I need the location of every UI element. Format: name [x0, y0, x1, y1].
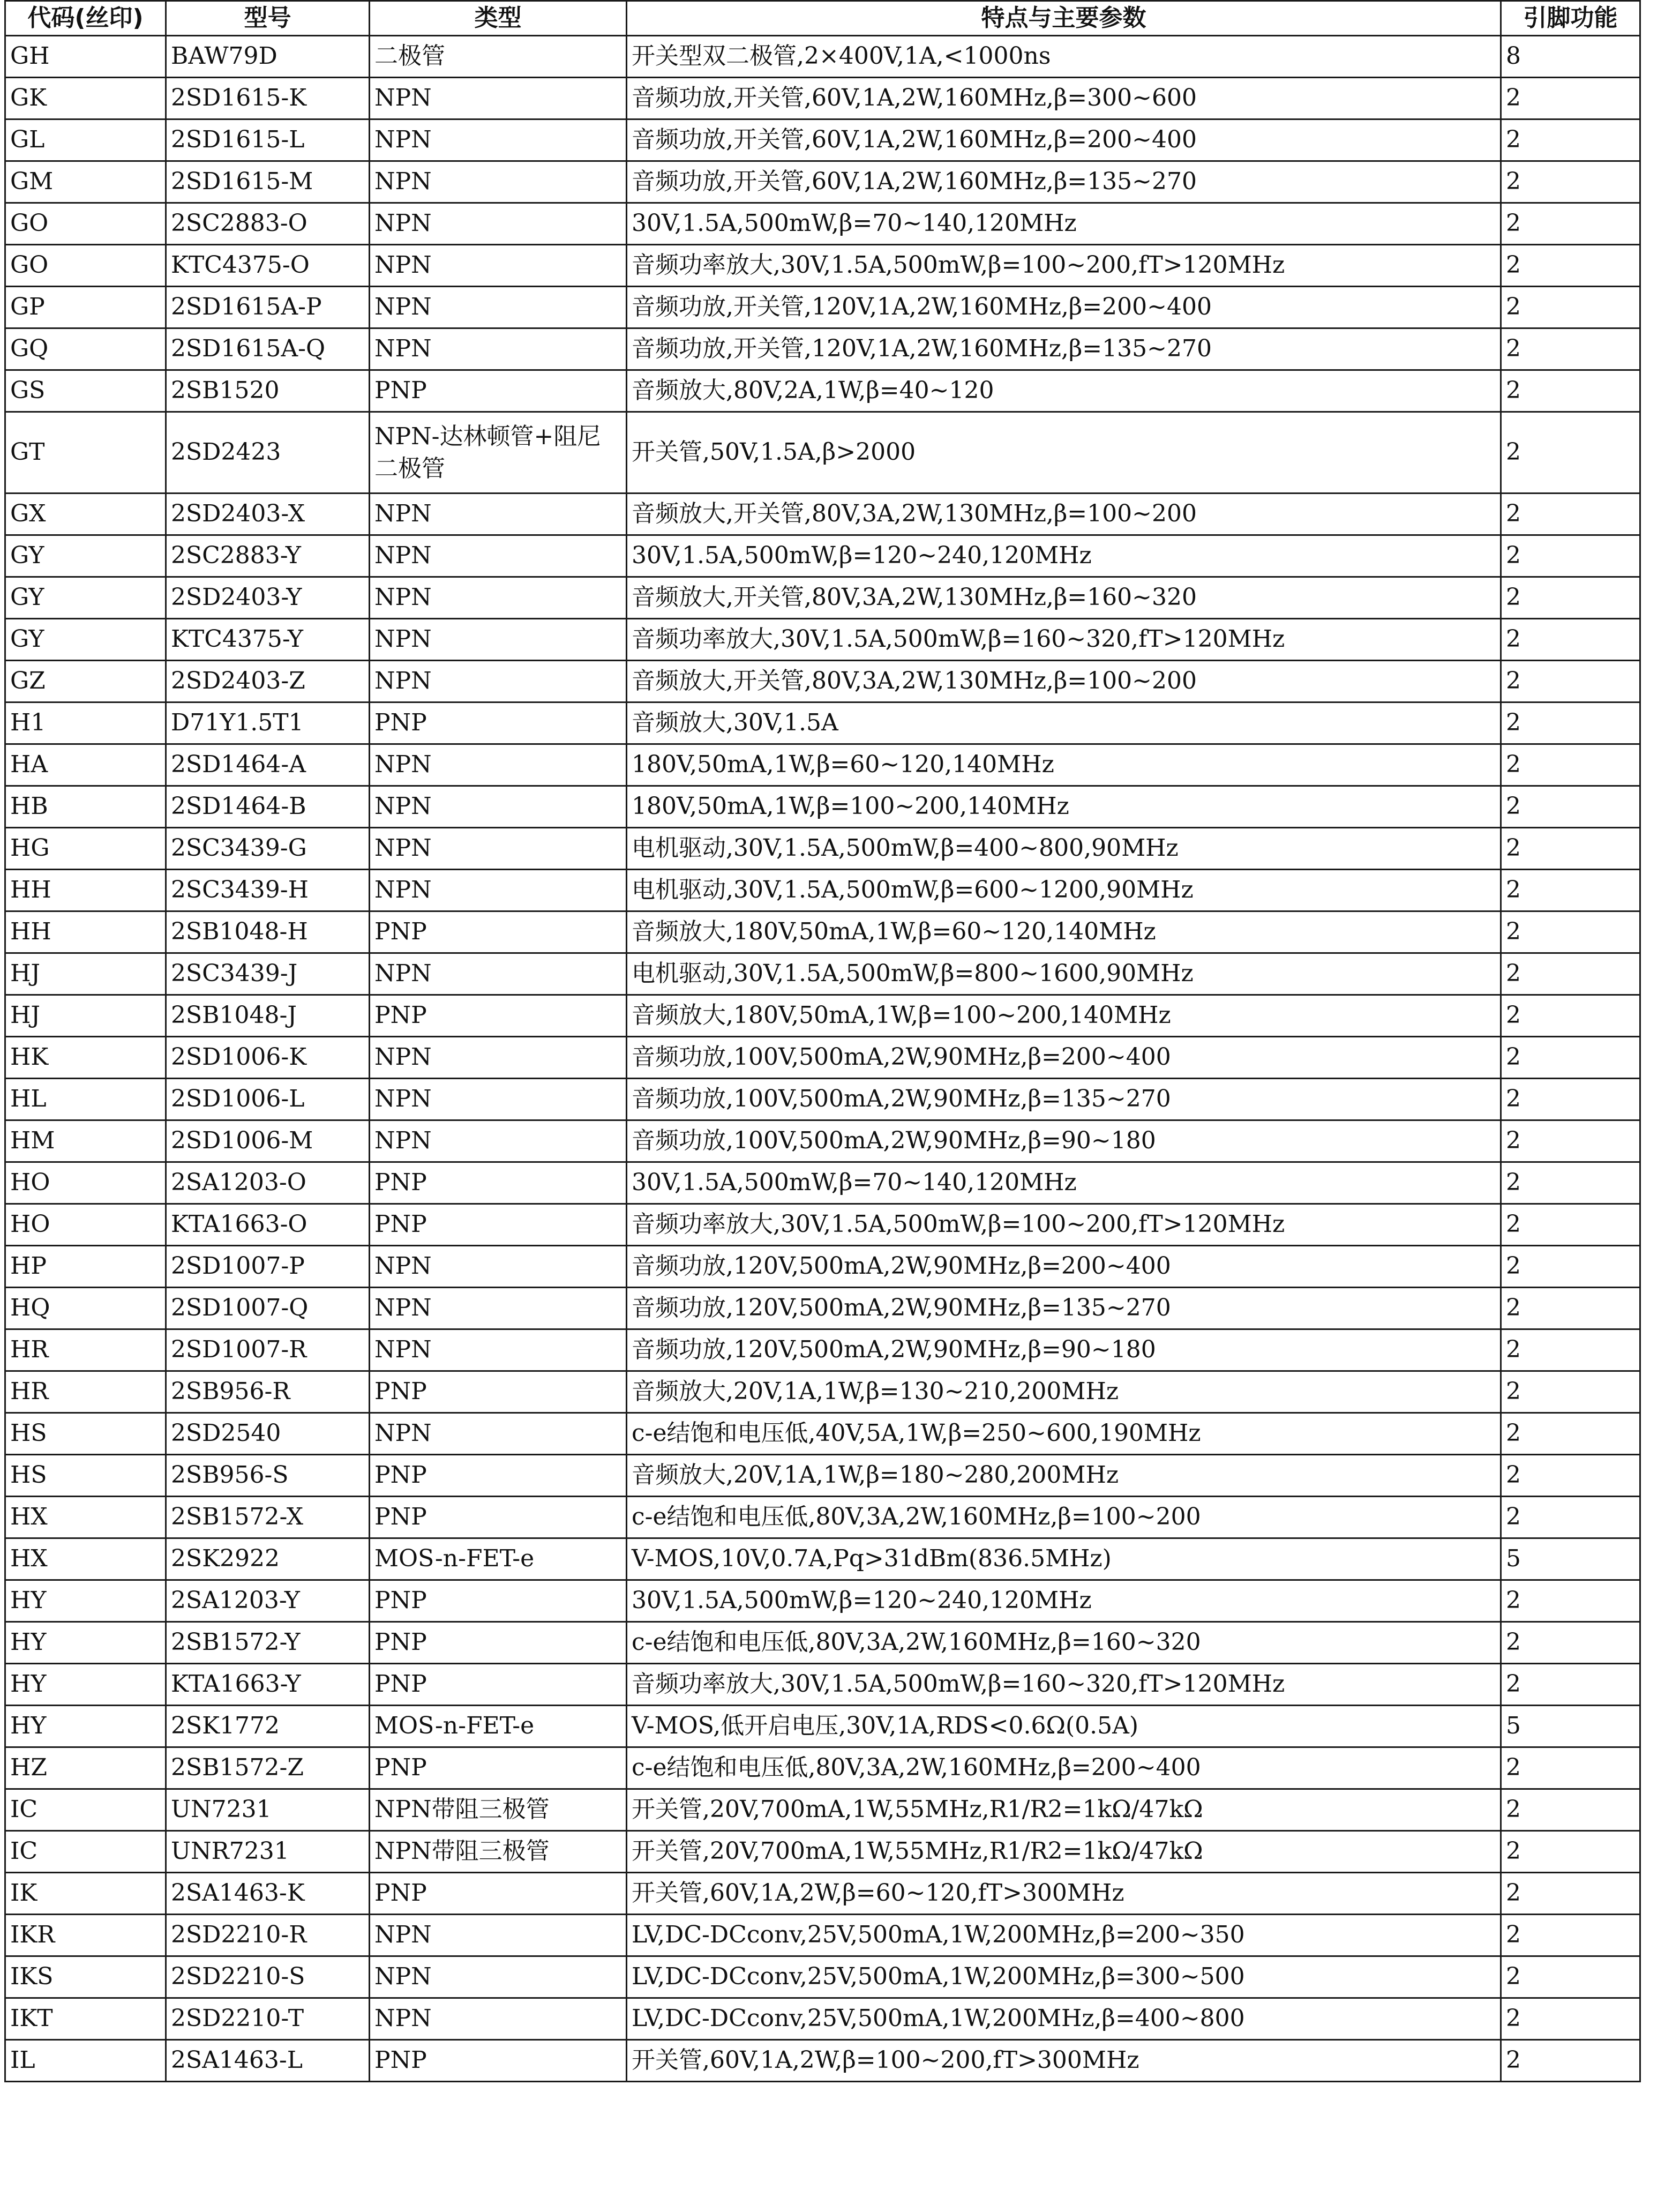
- table-row: [5, 1371, 1640, 1413]
- cell-type: NPN: [370, 953, 627, 995]
- cell-model: 2SD2210-T: [166, 1998, 370, 2040]
- cell-model: BAW79D: [166, 36, 370, 78]
- cell-pin-function: 2: [1501, 1789, 1640, 1831]
- cell-type: NPN: [370, 287, 627, 328]
- cell-code: GQ: [5, 328, 166, 370]
- cell-type: PNP: [370, 1204, 627, 1246]
- cell-model: 2SD1006-L: [166, 1079, 370, 1120]
- cell-pin-function: 2: [1501, 328, 1640, 370]
- cell-code: GH: [5, 36, 166, 78]
- cell-code: HY: [5, 1580, 166, 1622]
- table-row: [5, 161, 1640, 203]
- table-row: [5, 1538, 1640, 1580]
- cell-code: GT: [5, 412, 166, 494]
- table-row: [5, 287, 1640, 328]
- cell-pin-function: 2: [1501, 995, 1640, 1037]
- table-row: [5, 1956, 1640, 1998]
- table-row: [5, 328, 1640, 370]
- cell-type: PNP: [370, 1664, 627, 1706]
- cell-model: 2SB1572-Y: [166, 1622, 370, 1664]
- cell-pin-function: 5: [1501, 1538, 1640, 1580]
- cell-code: HK: [5, 1037, 166, 1079]
- cell-model: 2SB1572-X: [166, 1497, 370, 1538]
- cell-type: 二极管: [370, 36, 627, 78]
- cell-code: HY: [5, 1622, 166, 1664]
- cell-code: HP: [5, 1246, 166, 1288]
- cell-pin-function: 2: [1501, 744, 1640, 786]
- cell-model: D71Y1.5T1: [166, 703, 370, 744]
- cell-type: PNP: [370, 911, 627, 953]
- table-row: [5, 1037, 1640, 1079]
- table-row: [5, 1120, 1640, 1162]
- table-row: [5, 744, 1640, 786]
- cell-params: 180V,50mA,1W,β=60~120,140MHz: [627, 744, 1501, 786]
- cell-code: HY: [5, 1706, 166, 1747]
- cell-code: HH: [5, 911, 166, 953]
- cell-params: 音频放大,开关管,80V,3A,2W,130MHz,β=100~200: [627, 494, 1501, 535]
- cell-code: GZ: [5, 661, 166, 703]
- cell-params: 音频放大,20V,1A,1W,β=180~280,200MHz: [627, 1455, 1501, 1497]
- cell-type: PNP: [370, 1873, 627, 1915]
- cell-code: GM: [5, 161, 166, 203]
- cell-model: 2SC3439-H: [166, 870, 370, 911]
- cell-type: PNP: [370, 1622, 627, 1664]
- cell-type: NPN带阻三极管: [370, 1831, 627, 1873]
- cell-type: PNP: [370, 1497, 627, 1538]
- table-row: [5, 1873, 1640, 1915]
- cell-code: IK: [5, 1873, 166, 1915]
- cell-params: 音频功放,120V,500mA,2W,90MHz,β=200~400: [627, 1246, 1501, 1288]
- cell-pin-function: 2: [1501, 828, 1640, 870]
- cell-pin-function: 2: [1501, 1037, 1640, 1079]
- table-row: [5, 78, 1640, 119]
- cell-params: 音频功放,开关管,60V,1A,2W,160MHz,β=300~600: [627, 78, 1501, 119]
- cell-code: GO: [5, 245, 166, 287]
- table-row: [5, 577, 1640, 619]
- cell-pin-function: 2: [1501, 203, 1640, 245]
- cell-code: GK: [5, 78, 166, 119]
- cell-params: 音频功放,120V,500mA,2W,90MHz,β=135~270: [627, 1288, 1501, 1329]
- cell-pin-function: 2: [1501, 661, 1640, 703]
- cell-code: IKR: [5, 1915, 166, 1956]
- cell-type: PNP: [370, 1747, 627, 1789]
- cell-model: 2SC2883-Y: [166, 535, 370, 577]
- cell-params: c-e结饱和电压低,40V,5A,1W,β=250~600,190MHz: [627, 1413, 1501, 1455]
- cell-code: GX: [5, 494, 166, 535]
- cell-type: NPN: [370, 1120, 627, 1162]
- cell-code: IC: [5, 1789, 166, 1831]
- cell-params: 开关管,20V,700mA,1W,55MHz,R1/R2=1kΩ/47kΩ: [627, 1789, 1501, 1831]
- component-code-table: [4, 0, 1641, 2082]
- cell-type: NPN: [370, 1915, 627, 1956]
- cell-params: 30V,1.5A,500mW,β=120~240,120MHz: [627, 535, 1501, 577]
- cell-pin-function: 2: [1501, 370, 1640, 412]
- cell-pin-function: 2: [1501, 911, 1640, 953]
- cell-pin-function: 2: [1501, 1329, 1640, 1371]
- table-row: [5, 661, 1640, 703]
- cell-pin-function: 2: [1501, 577, 1640, 619]
- cell-model: 2SD2403-Z: [166, 661, 370, 703]
- cell-params: 音频放大,开关管,80V,3A,2W,130MHz,β=100~200: [627, 661, 1501, 703]
- cell-model: KTC4375-O: [166, 245, 370, 287]
- cell-code: GP: [5, 287, 166, 328]
- table-row: [5, 1831, 1640, 1873]
- table-row: [5, 1288, 1640, 1329]
- cell-model: 2SC2883-O: [166, 203, 370, 245]
- table-row: [5, 1580, 1640, 1622]
- cell-type: MOS-n-FET-e: [370, 1538, 627, 1580]
- table-row: [5, 119, 1640, 161]
- cell-pin-function: 2: [1501, 1162, 1640, 1204]
- cell-code: HH: [5, 870, 166, 911]
- cell-params: 开关管,20V,700mA,1W,55MHz,R1/R2=1kΩ/47kΩ: [627, 1831, 1501, 1873]
- cell-params: c-e结饱和电压低,80V,3A,2W,160MHz,β=100~200: [627, 1497, 1501, 1538]
- cell-code: HA: [5, 744, 166, 786]
- cell-params: 电机驱动,30V,1.5A,500mW,β=600~1200,90MHz: [627, 870, 1501, 911]
- cell-type: MOS-n-FET-e: [370, 1706, 627, 1747]
- cell-pin-function: 2: [1501, 619, 1640, 661]
- cell-params: 30V,1.5A,500mW,β=70~140,120MHz: [627, 1162, 1501, 1204]
- cell-code: HS: [5, 1455, 166, 1497]
- table-row: [5, 1162, 1640, 1204]
- cell-type: PNP: [370, 1371, 627, 1413]
- cell-pin-function: 2: [1501, 1747, 1640, 1789]
- cell-model: KTC4375-Y: [166, 619, 370, 661]
- cell-model: 2SC3439-J: [166, 953, 370, 995]
- table-row: [5, 535, 1640, 577]
- cell-type: NPN: [370, 744, 627, 786]
- cell-pin-function: 2: [1501, 1497, 1640, 1538]
- cell-pin-function: 2: [1501, 953, 1640, 995]
- cell-params: 开关型双二极管,2×400V,1A,<1000ns: [627, 36, 1501, 78]
- table-row: [5, 1664, 1640, 1706]
- cell-type: PNP: [370, 2040, 627, 2082]
- cell-pin-function: 2: [1501, 1413, 1640, 1455]
- cell-model: 2SD1007-P: [166, 1246, 370, 1288]
- cell-type: NPN: [370, 494, 627, 535]
- table-row: [5, 786, 1640, 828]
- table-row: [5, 1455, 1640, 1497]
- cell-type: NPN: [370, 1329, 627, 1371]
- cell-pin-function: 2: [1501, 786, 1640, 828]
- cell-pin-function: 2: [1501, 1622, 1640, 1664]
- table-row: [5, 203, 1640, 245]
- cell-type: PNP: [370, 1455, 627, 1497]
- cell-code: HR: [5, 1371, 166, 1413]
- cell-pin-function: 2: [1501, 1288, 1640, 1329]
- cell-params: V-MOS,10V,0.7A,Pq>31dBm(836.5MHz): [627, 1538, 1501, 1580]
- cell-pin-function: 2: [1501, 412, 1640, 494]
- cell-pin-function: 2: [1501, 1831, 1640, 1873]
- table-row: [5, 494, 1640, 535]
- cell-type: NPN: [370, 328, 627, 370]
- cell-model: UNR7231: [166, 1831, 370, 1873]
- table-row: [5, 1706, 1640, 1747]
- cell-pin-function: 2: [1501, 245, 1640, 287]
- table-row: [5, 1246, 1640, 1288]
- cell-params: 180V,50mA,1W,β=100~200,140MHz: [627, 786, 1501, 828]
- cell-type: NPN: [370, 828, 627, 870]
- header-pin-function: 引脚功能: [1501, 1, 1640, 36]
- cell-pin-function: 2: [1501, 1956, 1640, 1998]
- cell-model: 2SD1615A-Q: [166, 328, 370, 370]
- cell-params: 开关管,60V,1A,2W,β=60~120,fT>300MHz: [627, 1873, 1501, 1915]
- table-row: [5, 1622, 1640, 1664]
- cell-type: PNP: [370, 995, 627, 1037]
- cell-model: 2SA1203-O: [166, 1162, 370, 1204]
- cell-code: HJ: [5, 995, 166, 1037]
- cell-code: IKS: [5, 1956, 166, 1998]
- cell-model: 2SB956-R: [166, 1371, 370, 1413]
- cell-type: NPN: [370, 535, 627, 577]
- cell-model: 2SB1572-Z: [166, 1747, 370, 1789]
- table-row: [5, 1915, 1640, 1956]
- cell-params: 音频放大,80V,2A,1W,β=40~120: [627, 370, 1501, 412]
- table-row: [5, 703, 1640, 744]
- cell-params: 30V,1.5A,500mW,β=120~240,120MHz: [627, 1580, 1501, 1622]
- cell-model: 2SD1615-M: [166, 161, 370, 203]
- table-row: [5, 370, 1640, 412]
- cell-params: 音频功放,120V,500mA,2W,90MHz,β=90~180: [627, 1329, 1501, 1371]
- table-row: [5, 911, 1640, 953]
- cell-params: LV,DC-DCconv,25V,500mA,1W,200MHz,β=400~800: [627, 1998, 1501, 2040]
- cell-code: HR: [5, 1329, 166, 1371]
- cell-code: GL: [5, 119, 166, 161]
- cell-params: 音频放大,30V,1.5A: [627, 703, 1501, 744]
- cell-pin-function: 2: [1501, 703, 1640, 744]
- cell-pin-function: 2: [1501, 161, 1640, 203]
- cell-model: 2SB956-S: [166, 1455, 370, 1497]
- cell-pin-function: 2: [1501, 1873, 1640, 1915]
- cell-params: 音频功率放大,30V,1.5A,500mW,β=100~200,fT>120MHz: [627, 1204, 1501, 1246]
- cell-type: NPN: [370, 1037, 627, 1079]
- cell-pin-function: 2: [1501, 1915, 1640, 1956]
- cell-code: HO: [5, 1204, 166, 1246]
- cell-model: 2SK1772: [166, 1706, 370, 1747]
- cell-type: NPN: [370, 1413, 627, 1455]
- cell-pin-function: 8: [1501, 36, 1640, 78]
- cell-type: NPN: [370, 1079, 627, 1120]
- cell-pin-function: 2: [1501, 287, 1640, 328]
- cell-pin-function: 2: [1501, 78, 1640, 119]
- table-row: [5, 1789, 1640, 1831]
- cell-pin-function: 2: [1501, 1120, 1640, 1162]
- cell-model: 2SD2423: [166, 412, 370, 494]
- cell-model: 2SD2210-S: [166, 1956, 370, 1998]
- cell-type: PNP: [370, 1162, 627, 1204]
- cell-code: HJ: [5, 953, 166, 995]
- cell-code: HS: [5, 1413, 166, 1455]
- cell-type: NPN: [370, 1956, 627, 1998]
- table-row: [5, 2040, 1640, 2082]
- cell-params: c-e结饱和电压低,80V,3A,2W,160MHz,β=160~320: [627, 1622, 1501, 1664]
- cell-params: LV,DC-DCconv,25V,500mA,1W,200MHz,β=200~350: [627, 1915, 1501, 1956]
- cell-code: HB: [5, 786, 166, 828]
- cell-model: 2SD2540: [166, 1413, 370, 1455]
- cell-type: NPN-达林顿管+阻尼二极管: [370, 412, 627, 494]
- cell-model: 2SC3439-G: [166, 828, 370, 870]
- cell-pin-function: 5: [1501, 1706, 1640, 1747]
- cell-type: NPN带阻三极管: [370, 1789, 627, 1831]
- cell-pin-function: 2: [1501, 1998, 1640, 2040]
- cell-pin-function: 2: [1501, 1455, 1640, 1497]
- cell-type: NPN: [370, 619, 627, 661]
- cell-params: 开关管,50V,1.5A,β>2000: [627, 412, 1501, 494]
- cell-model: 2SD1464-A: [166, 744, 370, 786]
- cell-model: 2SA1463-K: [166, 1873, 370, 1915]
- cell-params: c-e结饱和电压低,80V,3A,2W,160MHz,β=200~400: [627, 1747, 1501, 1789]
- cell-type: NPN: [370, 1998, 627, 2040]
- cell-code: H1: [5, 703, 166, 744]
- cell-params: 音频放大,180V,50mA,1W,β=60~120,140MHz: [627, 911, 1501, 953]
- cell-code: GS: [5, 370, 166, 412]
- cell-code: IC: [5, 1831, 166, 1873]
- cell-model: 2SB1048-J: [166, 995, 370, 1037]
- cell-pin-function: 2: [1501, 1204, 1640, 1246]
- cell-type: NPN: [370, 1288, 627, 1329]
- cell-model: 2SD2210-R: [166, 1915, 370, 1956]
- cell-pin-function: 2: [1501, 1371, 1640, 1413]
- cell-type: NPN: [370, 870, 627, 911]
- cell-code: IKT: [5, 1998, 166, 2040]
- cell-code: HX: [5, 1497, 166, 1538]
- cell-model: 2SD2403-X: [166, 494, 370, 535]
- cell-model: 2SA1463-L: [166, 2040, 370, 2082]
- cell-type: NPN: [370, 661, 627, 703]
- table-row: [5, 619, 1640, 661]
- cell-pin-function: 2: [1501, 870, 1640, 911]
- cell-model: 2SB1048-H: [166, 911, 370, 953]
- cell-type: NPN: [370, 786, 627, 828]
- cell-model: 2SD1007-Q: [166, 1288, 370, 1329]
- cell-params: 开关管,60V,1A,2W,β=100~200,fT>300MHz: [627, 2040, 1501, 2082]
- table-row: [5, 953, 1640, 995]
- cell-pin-function: 2: [1501, 1664, 1640, 1706]
- table-row: [5, 1998, 1640, 2040]
- cell-code: GO: [5, 203, 166, 245]
- header-model: 型号: [166, 1, 370, 36]
- cell-code: HL: [5, 1079, 166, 1120]
- cell-model: 2SD1464-B: [166, 786, 370, 828]
- cell-params: 音频功放,开关管,120V,1A,2W,160MHz,β=200~400: [627, 287, 1501, 328]
- cell-code: GY: [5, 577, 166, 619]
- cell-code: HG: [5, 828, 166, 870]
- cell-type: NPN: [370, 577, 627, 619]
- cell-type: NPN: [370, 245, 627, 287]
- header-code: 代码(丝印): [5, 1, 166, 36]
- cell-pin-function: 2: [1501, 119, 1640, 161]
- cell-code: IL: [5, 2040, 166, 2082]
- cell-model: 2SD2403-Y: [166, 577, 370, 619]
- cell-params: 音频放大,20V,1A,1W,β=130~210,200MHz: [627, 1371, 1501, 1413]
- cell-pin-function: 2: [1501, 494, 1640, 535]
- header-params: 特点与主要参数: [627, 1, 1501, 36]
- cell-model: 2SA1203-Y: [166, 1580, 370, 1622]
- cell-params: 音频功率放大,30V,1.5A,500mW,β=160~320,fT>120MHz: [627, 1664, 1501, 1706]
- cell-type: PNP: [370, 1580, 627, 1622]
- cell-model: 2SD1007-R: [166, 1329, 370, 1371]
- cell-params: 电机驱动,30V,1.5A,500mW,β=400~800,90MHz: [627, 828, 1501, 870]
- cell-model: UN7231: [166, 1789, 370, 1831]
- cell-params: 音频功放,100V,500mA,2W,90MHz,β=135~270: [627, 1079, 1501, 1120]
- table-row: [5, 1204, 1640, 1246]
- cell-model: 2SK2922: [166, 1538, 370, 1580]
- cell-code: GY: [5, 535, 166, 577]
- header-type: 类型: [370, 1, 627, 36]
- cell-params: 音频功放,开关管,120V,1A,2W,160MHz,β=135~270: [627, 328, 1501, 370]
- table-row: [5, 1079, 1640, 1120]
- table-row: [5, 412, 1640, 494]
- cell-params: 音频功放,开关管,60V,1A,2W,160MHz,β=135~270: [627, 161, 1501, 203]
- cell-model: 2SD1006-M: [166, 1120, 370, 1162]
- cell-model: 2SD1615-K: [166, 78, 370, 119]
- cell-params: V-MOS,低开启电压,30V,1A,RDS<0.6Ω(0.5A): [627, 1706, 1501, 1747]
- cell-type: NPN: [370, 1246, 627, 1288]
- table-row: [5, 870, 1640, 911]
- cell-code: HX: [5, 1538, 166, 1580]
- cell-params: 30V,1.5A,500mW,β=70~140,120MHz: [627, 203, 1501, 245]
- cell-params: 音频放大,开关管,80V,3A,2W,130MHz,β=160~320: [627, 577, 1501, 619]
- cell-params: 音频功率放大,30V,1.5A,500mW,β=160~320,fT>120MHz: [627, 619, 1501, 661]
- table-row: [5, 995, 1640, 1037]
- cell-code: HY: [5, 1664, 166, 1706]
- cell-model: KTA1663-Y: [166, 1664, 370, 1706]
- cell-type: NPN: [370, 119, 627, 161]
- cell-code: HZ: [5, 1747, 166, 1789]
- table-row: [5, 1413, 1640, 1455]
- cell-type: PNP: [370, 703, 627, 744]
- cell-params: 音频功放,100V,500mA,2W,90MHz,β=200~400: [627, 1037, 1501, 1079]
- table-row: [5, 245, 1640, 287]
- cell-params: 电机驱动,30V,1.5A,500mW,β=800~1600,90MHz: [627, 953, 1501, 995]
- table-row: [5, 828, 1640, 870]
- cell-model: KTA1663-O: [166, 1204, 370, 1246]
- cell-model: 2SD1615A-P: [166, 287, 370, 328]
- cell-type: PNP: [370, 370, 627, 412]
- cell-pin-function: 2: [1501, 1580, 1640, 1622]
- cell-type: NPN: [370, 78, 627, 119]
- cell-type: NPN: [370, 161, 627, 203]
- header-row: [5, 1, 1640, 36]
- cell-code: HQ: [5, 1288, 166, 1329]
- cell-pin-function: 2: [1501, 2040, 1640, 2082]
- table-row: [5, 1329, 1640, 1371]
- cell-params: LV,DC-DCconv,25V,500mA,1W,200MHz,β=300~500: [627, 1956, 1501, 1998]
- cell-type: NPN: [370, 203, 627, 245]
- cell-model: 2SB1520: [166, 370, 370, 412]
- cell-code: HO: [5, 1162, 166, 1204]
- table-row: [5, 1497, 1640, 1538]
- cell-params: 音频功放,100V,500mA,2W,90MHz,β=90~180: [627, 1120, 1501, 1162]
- cell-code: HM: [5, 1120, 166, 1162]
- cell-pin-function: 2: [1501, 1246, 1640, 1288]
- component-table-sheet: [4, 0, 1639, 2082]
- cell-params: 音频放大,180V,50mA,1W,β=100~200,140MHz: [627, 995, 1501, 1037]
- cell-pin-function: 2: [1501, 535, 1640, 577]
- cell-params: 音频功率放大,30V,1.5A,500mW,β=100~200,fT>120MHz: [627, 245, 1501, 287]
- cell-model: 2SD1006-K: [166, 1037, 370, 1079]
- table-header: [5, 1, 1640, 36]
- table-row: [5, 1747, 1640, 1789]
- cell-params: 音频功放,开关管,60V,1A,2W,160MHz,β=200~400: [627, 119, 1501, 161]
- cell-code: GY: [5, 619, 166, 661]
- cell-pin-function: 2: [1501, 1079, 1640, 1120]
- table-body: [5, 36, 1640, 2082]
- cell-model: 2SD1615-L: [166, 119, 370, 161]
- table-row: [5, 36, 1640, 78]
